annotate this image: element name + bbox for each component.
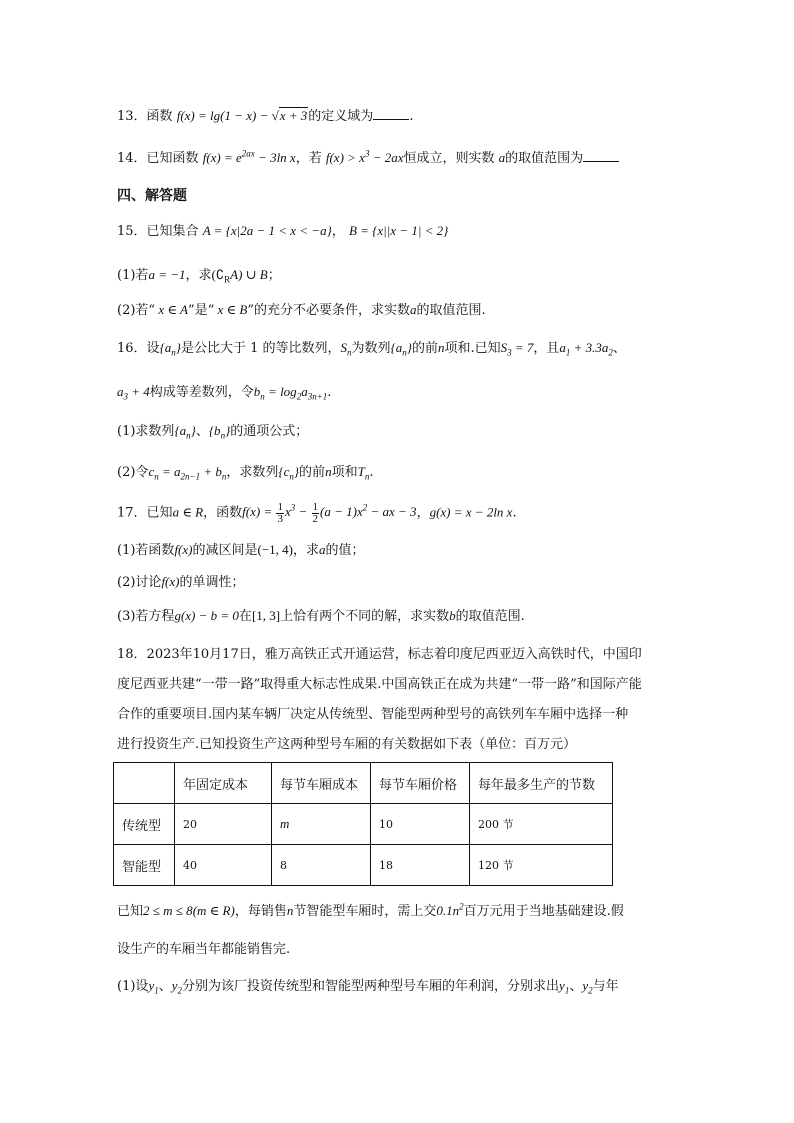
question-16-part-1: (1)求数列$\{a_n\}$、$\{b_n\}$的通项公式；	[117, 423, 309, 441]
q14-inequality: $f(x) > x^3 - 2ax$	[325, 148, 404, 165]
fraction-one-third: $\frac{1}{3}$	[277, 501, 283, 525]
question-16-part-2: (2)令$c_n = a_{2n-1} + b_n$，求数列$\{c_n\}$的前n项和$T_n$.	[117, 464, 374, 482]
q14-function-expr: $f(x) = e^{2ax} - 3\ln$ x	[202, 148, 296, 165]
question-18-line-2: 度尼西亚共建“一带一路”取得重大标志性成果.中国高铁正在成为共建“一带一路”和国际产能	[117, 677, 642, 692]
table-header-row	[114, 763, 613, 804]
table-cell: 传统型	[114, 804, 175, 845]
table-cell: m	[272, 804, 371, 845]
table-cell: 智能型	[114, 845, 175, 886]
table-cell: 40	[175, 845, 272, 886]
table-header-cell: 每年最多生产的节数	[470, 763, 613, 804]
question-18-condition: 已知2 ≤ m ≤ 8(m ∈ R)，每销售n节智能型车厢时，需上交$0.1n^2$百万元用于当地基础建设.假	[117, 901, 624, 919]
question-18-line-3: 合作的重要项目.国内某车辆厂决定从传统型、智能型两种型号的高铁列车车厢中选择一种	[117, 707, 629, 722]
question-16: 16．设$\{a_n\}$是公比大于 1 的等比数列，$S_n$为数列$\{a_n\}$的前n项和.已知$S_3 = 7$，且$a_1 + 3.3a_2$、	[117, 340, 626, 358]
question-16-line-2: $a_3 + 4$构成等差数列，令$b_n = \log_2a_{3n+1}$.	[117, 384, 332, 402]
question-17-part-3: (3)若方程g(x) − b = 0在[1, 3]上恰有两个不同的解，求实数b的取值范围.	[117, 608, 525, 624]
question-17: 17．已知a ∈ R，函数f(x) = $\frac{1}{3}$ $x^3$ − $\frac{1}{2}$ $(a - 1)x^2$ − ax − 3，g(x) = x − 2ln x.	[117, 501, 517, 525]
question-18-line-1: 18．2023年10月17日，雅万高铁正式开通运营，标志着印度尼西亚迈入高铁时代，中国印	[117, 647, 642, 662]
table-cell: 10	[371, 804, 470, 845]
table-cell: 200 节	[470, 804, 613, 845]
answer-blank[interactable]	[583, 149, 619, 162]
question-14: 14．已知函数 $f(x) = e^{2ax} - 3\ln$ x，若 $f(x) > x^3 - 2ax$恒成立，则实数 a的取值范围为	[117, 148, 619, 169]
table-header-cell: 每节车厢价格	[371, 763, 470, 804]
question-17-part-1: (1)若函数f(x)的减区间是(−1, 4)，求a的值；	[117, 542, 365, 558]
data-table	[113, 762, 613, 886]
table-cell: 20	[175, 804, 272, 845]
q13-function-expr: f(x) = lg(1 − x) − √x + 3	[176, 108, 308, 123]
set-a: A = {x|2a − 1 < x < −a}	[202, 223, 332, 238]
set-b: B = {x||x − 1| < 2}	[348, 223, 449, 238]
table-cell: 18	[371, 845, 470, 886]
question-18-part-1: (1)设$y_1$、$y_2$分别为该厂投资传统型和智能型两种型号车厢的年利润，分别求出$y_1$、$y_2$与年	[117, 978, 619, 996]
question-18-assumption: 设生产的车厢当年都能销售完.	[117, 942, 291, 957]
table-cell: 8	[272, 845, 371, 886]
table-header-cell: 年固定成本	[175, 763, 272, 804]
section-heading: 四、解答题	[117, 188, 187, 204]
table-row	[114, 804, 613, 845]
table-cell: 120 节	[470, 845, 613, 886]
fraction-one-half: $\frac{1}{2}$	[312, 501, 319, 525]
answer-blank[interactable]	[373, 107, 409, 120]
question-18-line-4: 进行投资生产.已知投资生产这两种型号车厢的有关数据如下表（单位：百万元）	[117, 737, 577, 752]
question-15-part-1: (1)若a = −1，求$(∁_RA)$ ∪ B；	[117, 267, 281, 285]
question-15: 15．已知集合 A = {x|2a − 1 < x < −a}， B = {x||x − 1| < 2}	[117, 223, 449, 239]
table-header-cell: 每节车厢成本	[272, 763, 371, 804]
question-15-part-2: (2)若“ x ∈ A”是“ x ∈ B”的充分不必要条件，求实数a的取值范围.	[117, 302, 486, 318]
question-17-part-2: (2)讨论f(x)的单调性；	[117, 574, 245, 590]
table-row	[114, 845, 613, 886]
question-13: 13．函数 f(x) = lg(1 − x) − √x + 3的定义域为 .	[117, 108, 414, 124]
table-header-cell	[114, 763, 175, 804]
